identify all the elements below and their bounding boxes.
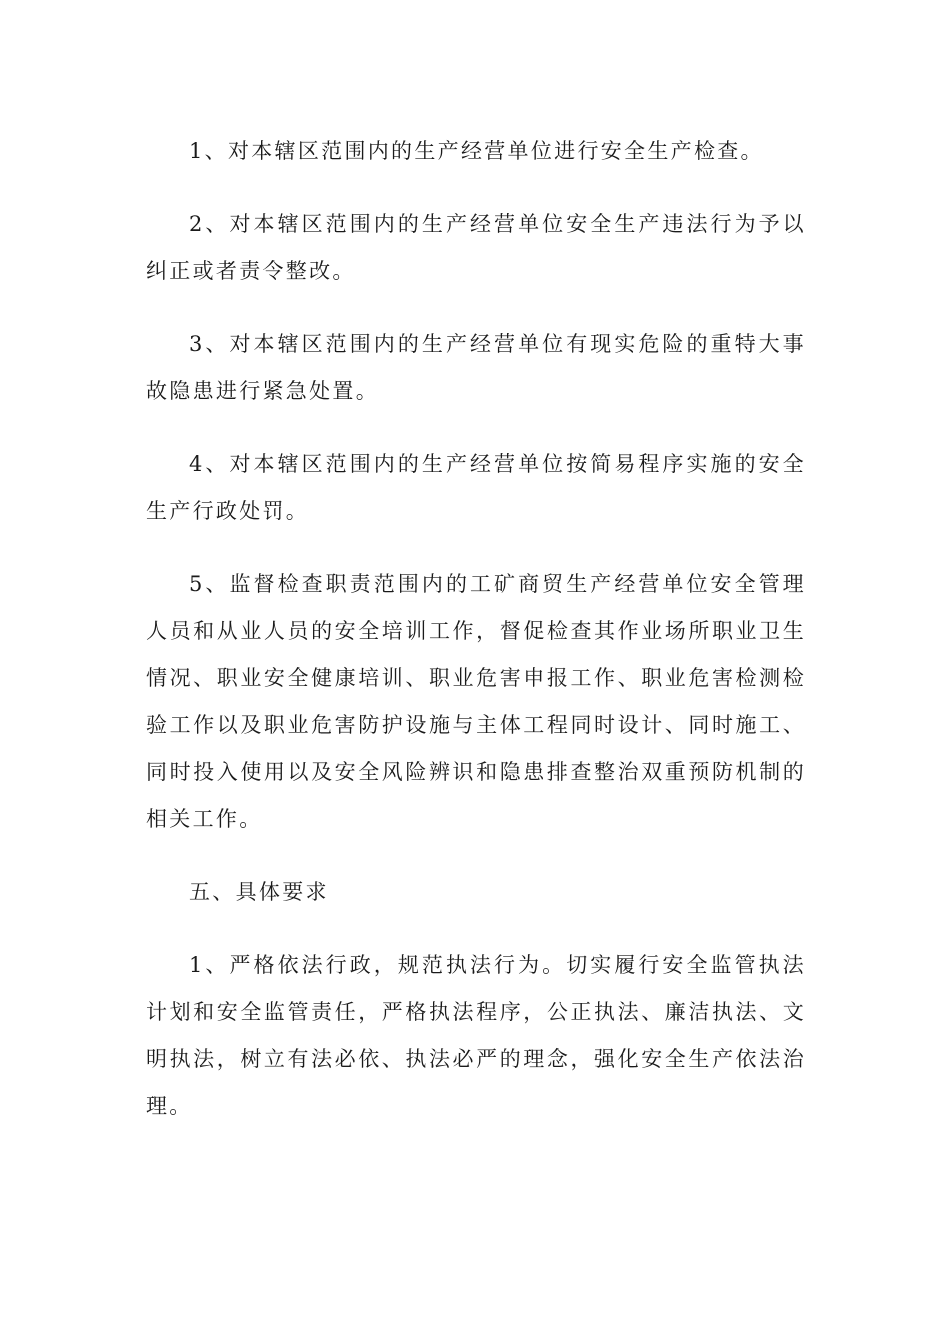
paragraph-item-5: 5、监督检查职责范围内的工矿商贸生产经营单位安全管理人员和从业人员的安全培训工作，督促检查其作业场所职业卫生情况、职业安全健康培训、职业危害申报工作、职业危害检测检验工作以及职业危害防护设施与主体工程同时设计、同时施工、同时投入使用以及安全风险辨识和隐患排查整治双重预防机制的相关工作。: [146, 572, 806, 831]
paragraph-item-4: 4、对本辖区范围内的生产经营单位按简易程序实施的安全生产行政处罚。: [146, 452, 806, 523]
document-body: [146, 128, 806, 1156]
paragraph-item-2: 2、对本辖区范围内的生产经营单位安全生产违法行为予以纠正或者责令整改。: [146, 212, 806, 283]
paragraph-requirement-1: 1、严格依法行政，规范执法行为。切实履行安全监管执法计划和安全监管责任，严格执法程序，公正执法、廉洁执法、文明执法，树立有法必依、执法必严的理念，强化安全生产依法治理。: [146, 953, 806, 1118]
paragraph-item-1: 1、对本辖区范围内的生产经营单位进行安全生产检查。: [189, 139, 764, 163]
paragraph-item-3: 3、对本辖区范围内的生产经营单位有现实危险的重特大事故隐患进行紧急处置。: [146, 332, 806, 403]
section-heading: 五、具体要求: [189, 880, 329, 904]
